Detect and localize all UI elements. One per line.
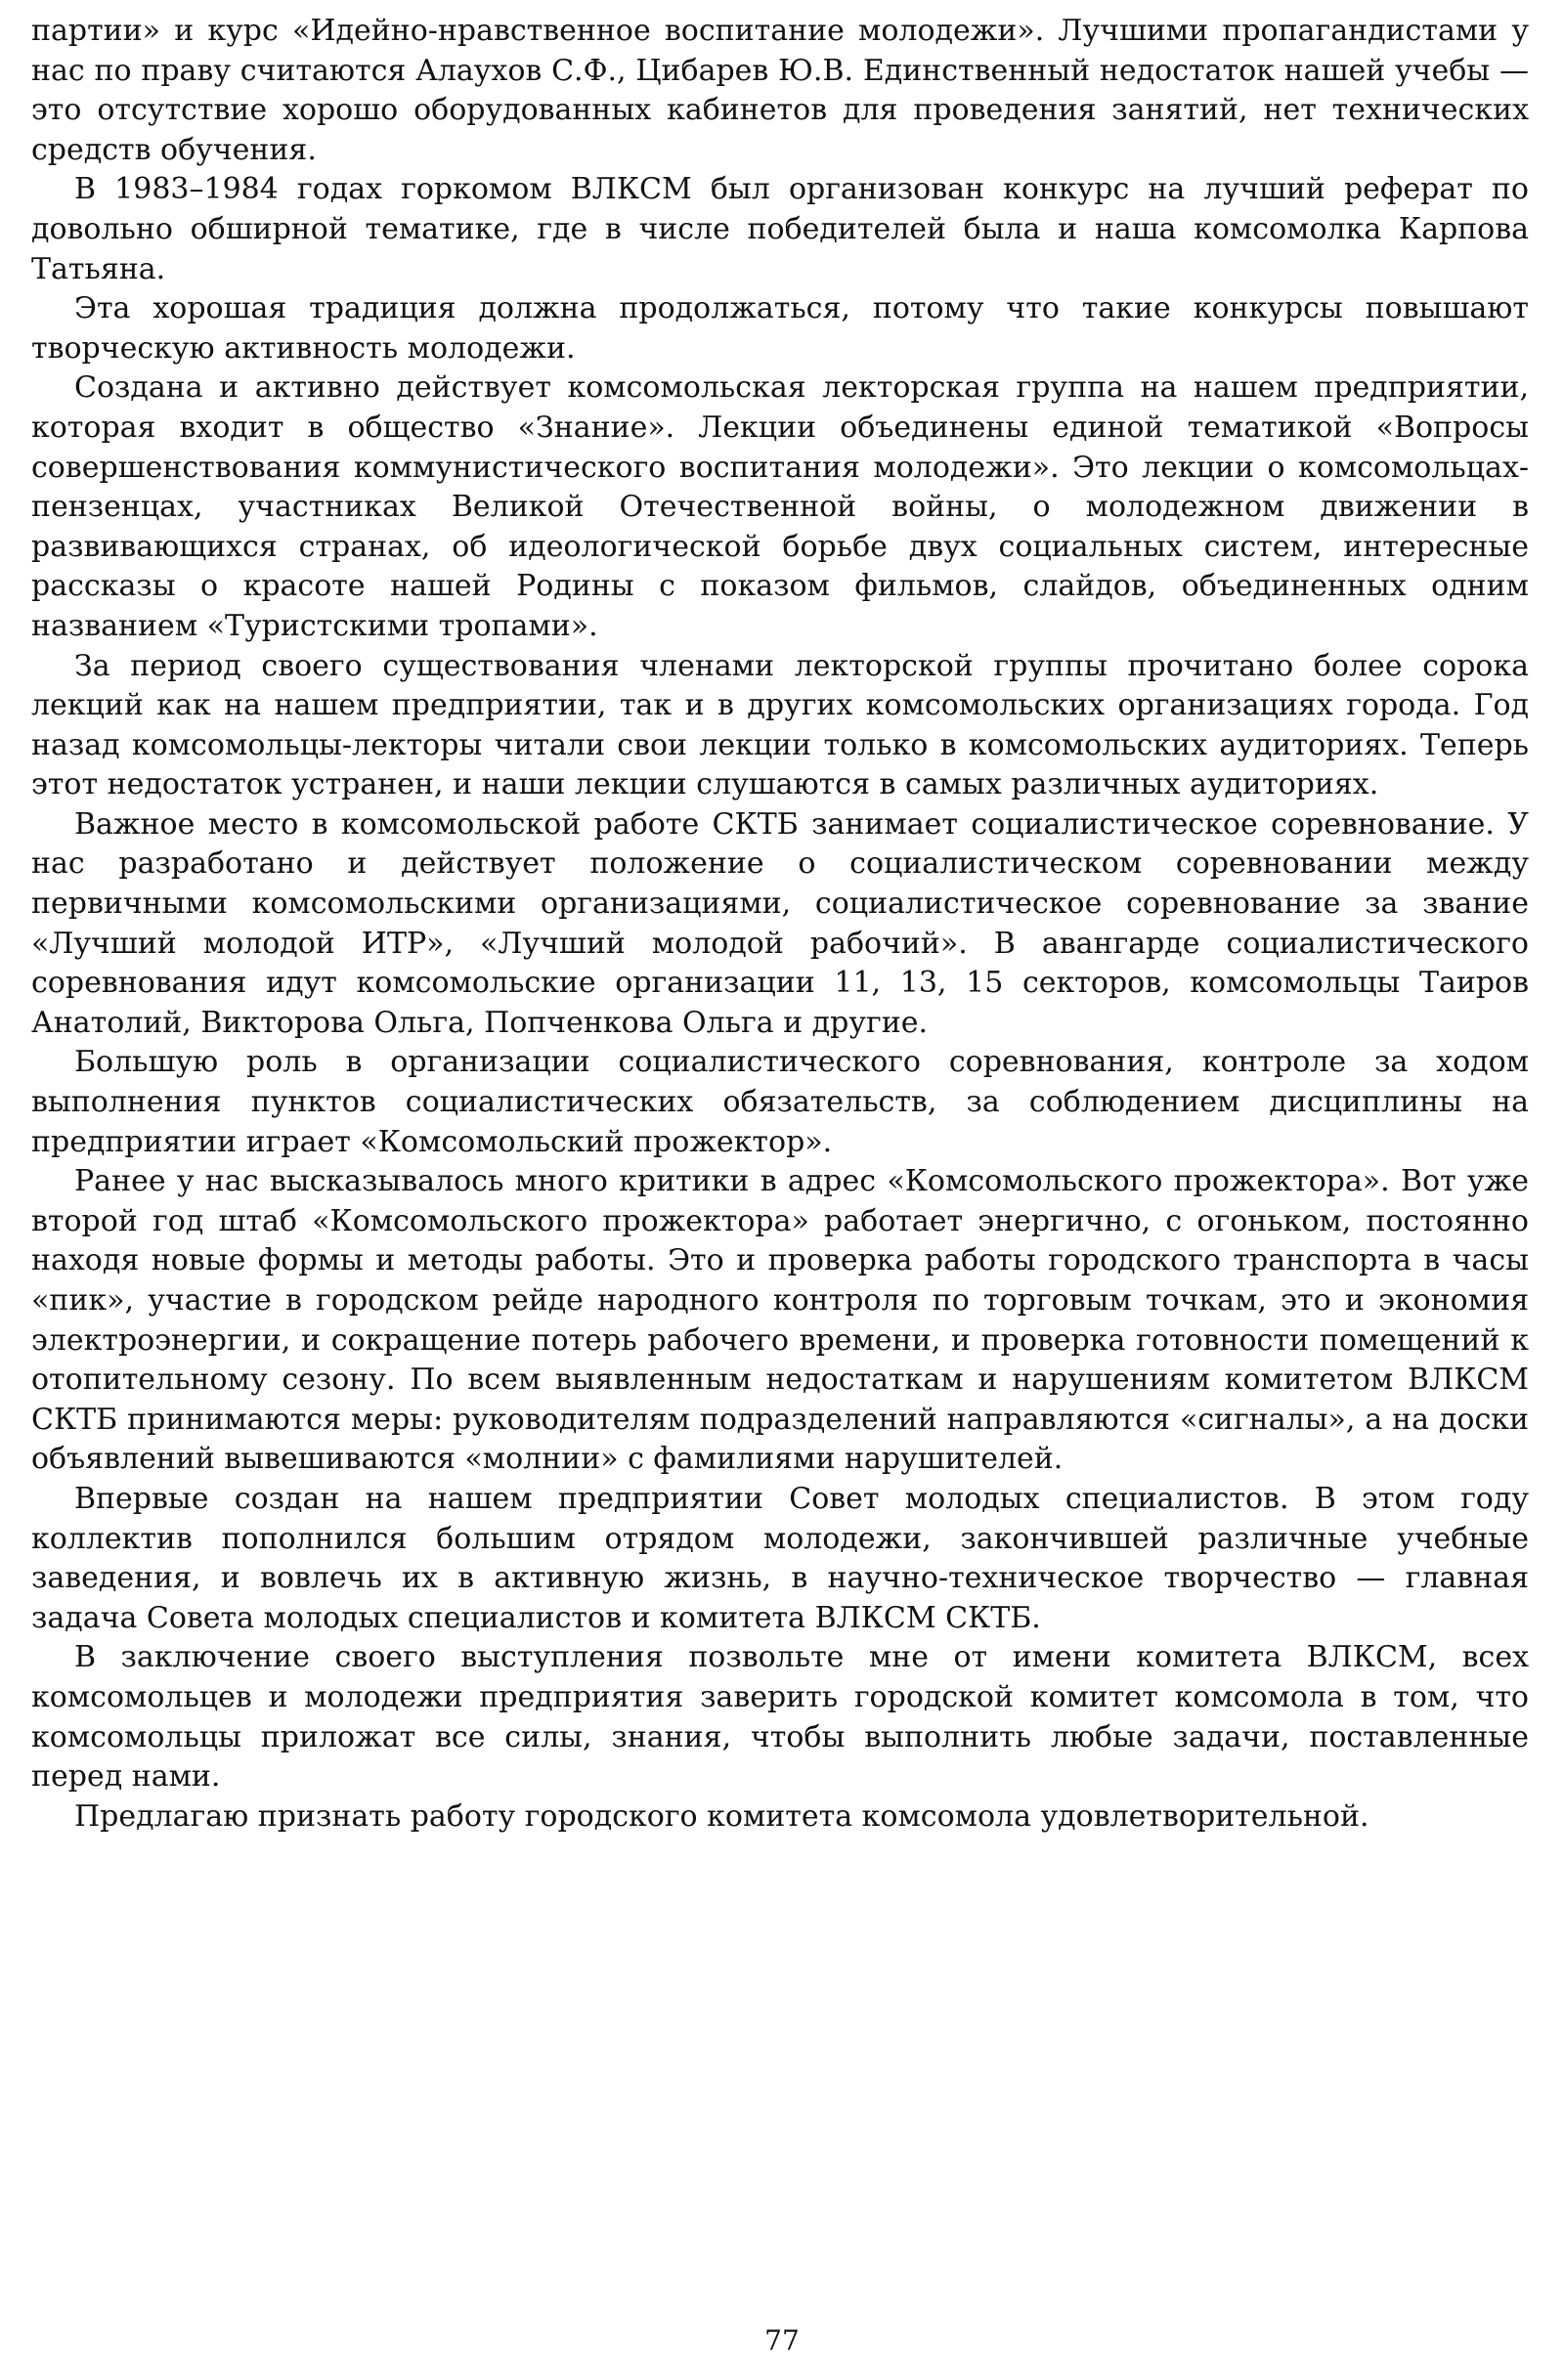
paragraph: За период своего существования членами лекторской группы прочитано более сорока лекций как на нашем предприятии, так и в других комсомольских организациях города. Год назад комсомольцы-лекторы читали свои лекции только в комсомольских аудиториях. Теперь этот недостаток устранен, и наши лекции слушаются в самых различных аудиториях. [31,648,1529,802]
paragraph: Создана и активно действует комсомольская лекторская группа на нашем предприятии, которая входит в общество «Знание». Лекции объединены единой тематикой «Вопросы совершенствования коммунистического воспитания молодежи». Это лекции о комсомольцах-пензенцах, участниках Великой Отечественной войны, о молодежном движении в развивающихся странах, об идеологической борьбе двух социальных систем, интересные рассказы о красоте нашей Родины с показом фильмов, слайдов, объединенных одним названием «Туристскими тропами». [31,370,1529,643]
paragraph: В 1983–1984 годах горкомом ВЛКСМ был организован конкурс на лучший реферат по довольно обширной тематике, где в числе победителей была и наша комсомолка Карпова Татьяна. [31,172,1529,286]
paragraph-continuation: партии» и курс «Идейно-нравственное воспитание молодежи». Лучшими пропагандистами у нас по праву считаются Алаухов С.Ф., Цибарев Ю.В. Единственный недостаток нашей учебы — это отсутствие хорошо оборудованных кабинетов для проведения занятий, нет технических средств обучения. [31,14,1529,167]
paragraph: В заключение своего выступления позвольте мне от имени комитета ВЛКСМ, всех комсомольцев и молодежи предприятия заверить городской комитет комсомола в том, что комсомольцы приложат все силы, знания, чтобы выполнить любые задачи, поставленные перед нами. [31,1640,1529,1795]
paragraph: Ранее у нас высказывалось много критики в адрес «Комсомольского прожектора». Вот уже второй год штаб «Комсомольского прожектора» работает энергично, с огоньком, постоянно находя новые формы и методы работы. Это и проверка работы городского транспорта в часы «пик», участие в городском рейде народного контроля по торговым точкам, это и экономия электроэнергии, и сокращение потерь рабочего времени, и проверка готовности помещений к отопительному сезону. По всем выявленным недостаткам и нарушениям комитетом ВЛКСМ СКТБ принимаются меры: руководителям подразделений направляются «сигналы», а на доски объявлений вывешиваются «молнии» с фамилиями нарушителей. [31,1164,1529,1477]
document-page [31,12,1529,1837]
page-number: 77 [764,2324,800,2357]
paragraph: Важное место в комсомольской работе СКТБ занимает социалистическое соревнование. У нас разработано и действует положение о социалистическом соревновании между первичными комсомольскими организациями, социалистическое соревнование за звание «Лучший молодой ИТР», «Лучший молодой рабочий». В авангарде социалистического соревнования идут комсомольские организации 11, 13, 15 секторов, комсомольцы Таиров Анатолий, Викторова Ольга, Попченкова Ольга и другие. [31,806,1529,1040]
paragraph-final: Предлагаю признать работу городского комитета комсомола удовлетворительной. [74,1798,1369,1834]
paragraph: Эта хорошая традиция должна продолжаться, потому что такие конкурсы повышают творческую активность молодежи. [31,291,1529,366]
paragraph: Большую роль в организации социалистического соревнования, контроле за ходом выполнения пунктов социалистических обязательств, за соблюдением дисциплины на предприятии играет «Комсомольский прожектор». [31,1045,1529,1159]
paragraph: Впервые создан на нашем предприятии Совет молодых специалистов. В этом году коллектив пополнился большим отрядом молодежи, закончившей различные учебные заведения, и вовлечь их в активную жизнь, в научно-техническое творчество — главная задача Совета молодых специалистов и комитета ВЛКСМ СКТБ. [31,1481,1529,1635]
